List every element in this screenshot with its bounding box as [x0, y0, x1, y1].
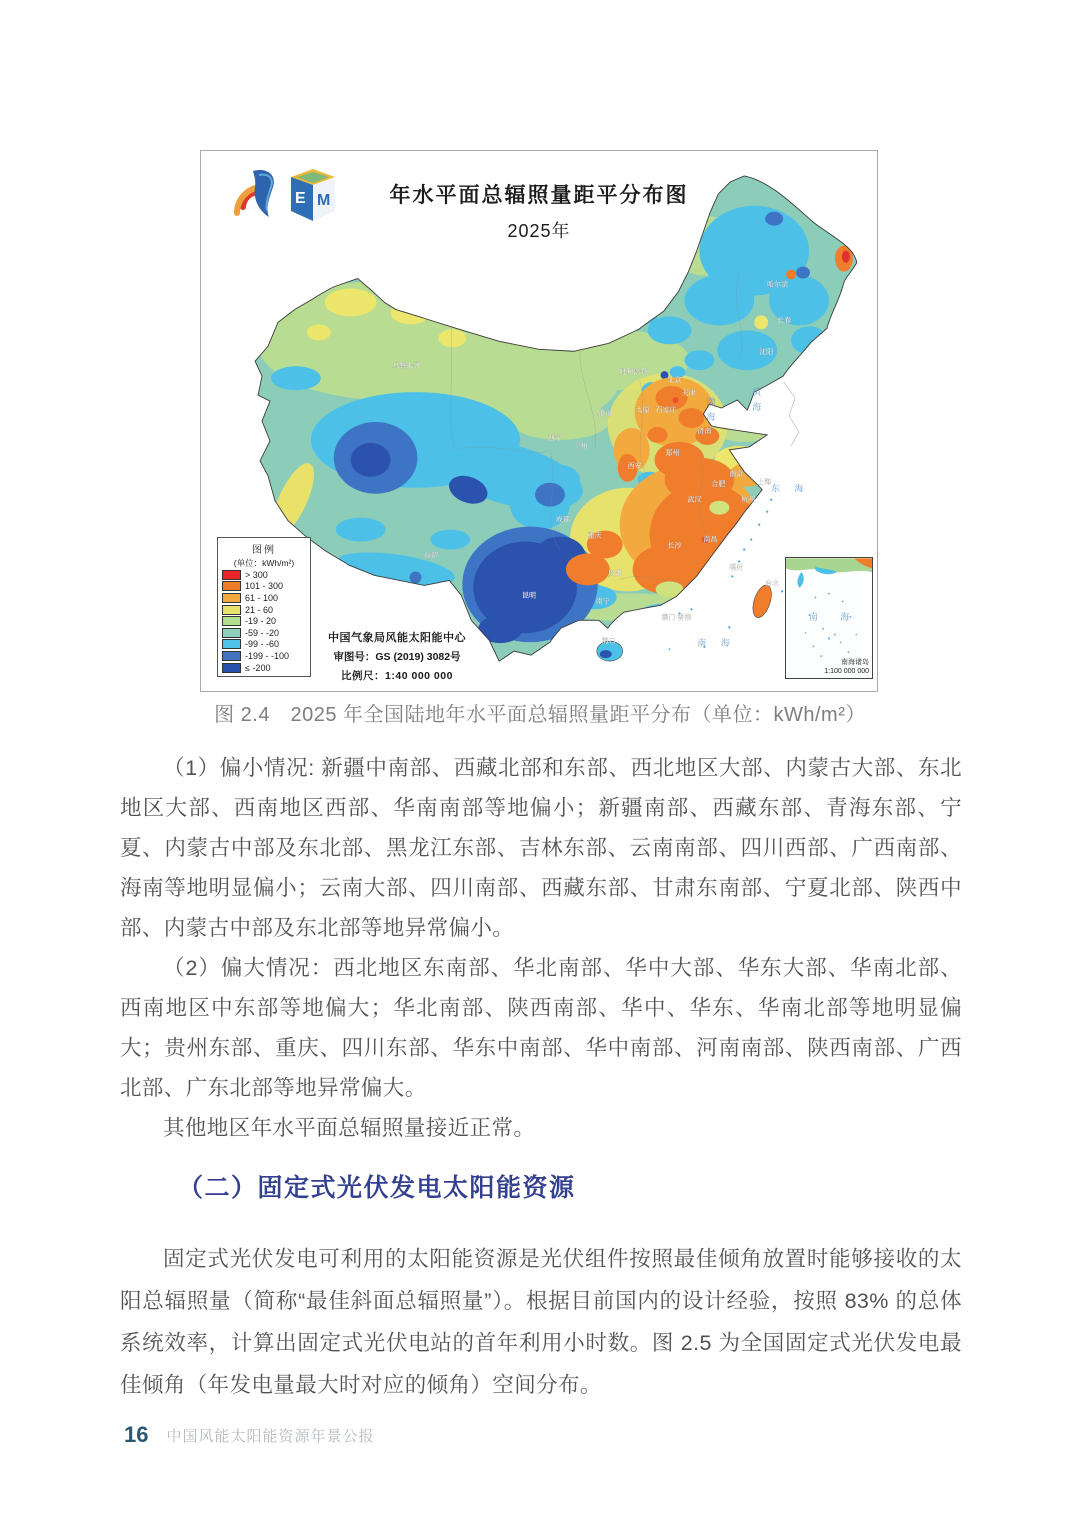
city-label: 天津 [681, 390, 696, 398]
city-label: 成都 [555, 516, 570, 524]
legend-label: ≤ -200 [245, 662, 271, 673]
publisher-logos [229, 165, 339, 235]
map-canvas [201, 151, 877, 691]
inset-coast [786, 558, 872, 587]
section-heading-fixed-pv: （二）固定式光伏发电太阳能资源 [178, 1174, 576, 1202]
paragraph-fixed-pv-intro: 固定式光伏发电可利用的太阳能资源是光伏组件按照最佳倾角放置时能够接收的太阳总辐照量（简称“最佳斜面总辐照量”）。根据目前国内的设计经验，按照 83% 的总体系统效率，计算出固定式光伏电站的首年利用小时数。图 2.5 为全国固定式光伏发电最佳倾角（年发电量最大时对应的倾角）空间分布。 [120, 1247, 962, 1397]
city-label: 昆明 [522, 592, 537, 600]
legend-swatch [222, 581, 241, 591]
city-label: 杭州 [741, 496, 756, 504]
inset-sea-label: 南 海 [808, 612, 860, 622]
city-label: 上海 [757, 478, 772, 486]
city-label: 呼和浩特 [619, 369, 648, 377]
city-label: 银川 [597, 411, 612, 419]
neighbour-coastline [784, 382, 799, 446]
city-label: 西安 [627, 462, 642, 470]
legend-swatch [222, 605, 241, 615]
legend-item [222, 604, 306, 616]
city-label: 澳门 香港 [661, 614, 692, 622]
city-label: 济南 [697, 427, 712, 435]
paragraph-smaller-anomaly: （1）偏小情况: 新疆中南部、西藏北部和东部、西北地区大部、内蒙古大部、东北地区大部、西南地区西部、华南南部等地偏小；新疆南部、西藏东部、青海东部、宁夏、内蒙古中部及东北部、黑龙江东部、吉林东部、云南南部、四川西部、广西南部、海南等地明显偏小；云南大部、四川南部、西藏东部、甘肃东南部、宁夏北部、陕西中部、内蒙古中部及东北部等地异常偏小。 [120, 756, 962, 940]
inset-islands [805, 593, 857, 658]
sea-label: 黄海 [751, 387, 762, 418]
map-title: 年水平面总辐照量距平分布图 [389, 184, 689, 207]
legend-swatch [222, 570, 241, 580]
city-label: 福州 [729, 564, 744, 572]
city-label: 郑州 [665, 449, 680, 457]
sea-label: 南 海 [697, 638, 736, 649]
figure-map-irradiance-anomaly [200, 150, 878, 692]
city-label: 长沙 [667, 542, 682, 550]
legend-label: -19 - 20 [245, 616, 277, 627]
map-source-org: 中国气象局风能太阳能中心 [328, 632, 466, 644]
legend-rows [222, 569, 306, 673]
inset-name: 南海诸岛 [841, 659, 869, 666]
legend-item [222, 592, 306, 604]
city-label: 沈阳 [759, 349, 774, 357]
legend-item [222, 569, 306, 581]
city-label: 西宁 [547, 434, 562, 442]
inset-map-south-china-sea [785, 557, 873, 679]
map-approval-number: 审图号：GS (2019) 3082号 [333, 651, 461, 663]
legend-item [222, 662, 306, 674]
svg-text:M: M [317, 192, 331, 209]
paragraph-larger-anomaly: （2）偏大情况：西北地区东南部、华北南部、华中大部、华东大部、华南北部、西南地区中东部等地偏大；华北南部、陕西南部、华中、华东、华南北部等地明显偏大；贵州东部、重庆、四川东部、华东中南部、华中南部、河南南部、陕西南部、广西北部、广东北部等地异常偏大。 [120, 956, 962, 1100]
city-label: 海口 [601, 638, 616, 646]
city-label: 哈尔滨 [767, 281, 789, 289]
legend-swatch [222, 593, 241, 603]
page-footer [124, 1422, 375, 1448]
map-source-block [317, 629, 477, 683]
legend-label: 61 - 100 [245, 592, 279, 603]
legend-title: 图例 [252, 545, 276, 556]
paragraph-other-regions: 其他地区年水平面总辐照量接近正常。 [163, 1116, 536, 1140]
city-label: 太原 [635, 407, 650, 415]
legend-item [222, 639, 306, 651]
city-label: 北京 [667, 377, 682, 385]
inset-scale: 1:100 000 000 [824, 667, 869, 675]
figure-caption: 图 2.4 2025 年全国陆地年水平面总辐照量距平分布（单位：kWh/m²） [214, 704, 866, 726]
legend-label: 101 - 300 [245, 581, 284, 592]
city-label: 长春 [777, 317, 792, 325]
legend-item [222, 650, 306, 662]
city-label: 南京 [729, 470, 744, 478]
city-label: 台北 [765, 580, 780, 588]
legend-label: -99 - -60 [245, 639, 280, 650]
city-label: 重庆 [587, 532, 602, 540]
city-label: 南昌 [703, 536, 718, 544]
legend-item [222, 615, 306, 627]
city-label: 拉萨 [424, 552, 439, 560]
cma-wind-solar-logo [237, 170, 274, 217]
taiwan-island [749, 583, 775, 620]
map-title-block [390, 179, 689, 243]
inset-caption [824, 659, 869, 676]
legend-swatch [222, 651, 241, 661]
map-year: 2025年 [507, 221, 571, 241]
legend-label: 21 - 60 [245, 604, 274, 615]
city-label: 石家庄 [655, 407, 677, 415]
legend-label: -59 - -20 [245, 627, 280, 638]
map-legend [217, 537, 311, 677]
legend-swatch [222, 663, 241, 673]
em-cube-logo [291, 169, 335, 221]
legend-label: -199 - -100 [245, 650, 290, 661]
legend-item [222, 627, 306, 639]
sea-label: 渤海 [705, 397, 716, 427]
city-label: 南宁 [595, 598, 610, 606]
legend-swatch [222, 628, 241, 638]
city-label: 乌鲁木齐 [392, 363, 421, 371]
legend-label: > 300 [245, 569, 268, 580]
svg-text:E: E [295, 190, 306, 207]
legend-swatch [222, 639, 241, 649]
legend-unit: (单位：kWh/m²) [233, 558, 295, 568]
legend-item [222, 581, 306, 593]
city-label: 合肥 [711, 480, 726, 488]
legend-swatch [222, 616, 241, 626]
city-label: 兰州 [573, 442, 588, 450]
page-number: 16 [124, 1422, 149, 1447]
city-label: 贵阳 [607, 570, 622, 578]
map-scale: 比例尺：1:40 000 000 [341, 670, 453, 682]
city-label: 武汉 [687, 496, 702, 504]
sea-label: 东 海 [771, 483, 810, 494]
footer-doc-title: 中国风能太阳能资源年景公报 [166, 1427, 375, 1445]
